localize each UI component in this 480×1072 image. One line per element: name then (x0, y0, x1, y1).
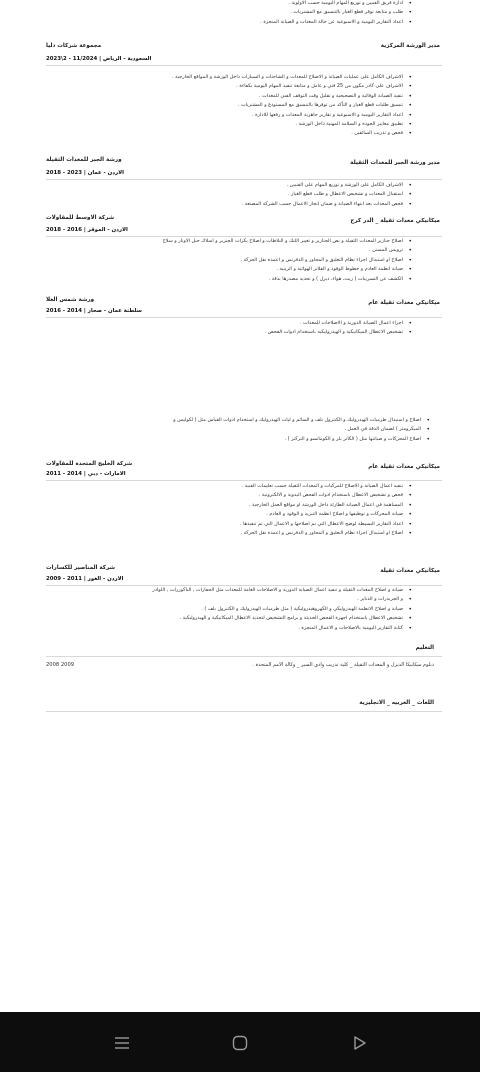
continuation-bullet-list (50, 416, 430, 444)
job-location-dates: الاردن - الغور | 2011 - 2009 (46, 576, 124, 582)
list-item: • ادارة فريق الفنيين و توزيع المهام اليومية حسب الاولوية . (72, 0, 412, 8)
divider (46, 317, 442, 318)
list-item: • فحص المعدات بعد انتهاء الصيانة و ضمان انجاز الاعمال حسب الشركة المصنعة . (72, 200, 412, 209)
company-name: شركة الاوسط للمقاولات (46, 215, 115, 221)
list-item: • اجراء اعمال الصيانة الدورية و الاصلاحات للمعدات . (72, 319, 412, 328)
education-text: دبلوم ميكانيكا الديزل و المعدات الثقيلة _ كلية تدريب وادي السير _ وكالة الامم المتحدة . (252, 662, 434, 668)
job-bullet-list (72, 237, 412, 284)
divider (46, 179, 442, 180)
job-bullet-list (72, 319, 412, 338)
job-position: مدير ورشة الجبر للمعدات الثقيلة (350, 160, 440, 166)
list-item: • تنفيذ اعمال الصيانة و الاصلاح للمركبات و المعدات الثقيلة حسب تعليمات الفنية . (72, 482, 412, 491)
divider (46, 480, 442, 481)
list-item: • تنفيذ الصيانة الوقائية و التصحيحية و تقليل وقت التوقف الفني للمعدات . (72, 92, 412, 101)
job-position: ميكانيكي معدات ثقيلة _ الدر كرج (350, 218, 440, 224)
list-item: • اصلاح او استبدال اجزاء نظام التعليق و المحاور و الدفرنس و اعمدة نقل الحركة . (72, 529, 412, 538)
list-item: • تنسيق طلبات قطع الغيار و التأكد من توفرها بالتنسيق مع المستودع و المشتريات . (72, 101, 412, 110)
back-triangle-icon[interactable] (351, 1034, 369, 1052)
job-bullet-list (72, 181, 412, 209)
job-position: ميكانيكي معدات ثقيلة عام (368, 464, 440, 470)
education-heading: التعليم (415, 645, 434, 651)
list-item: • كتابة التقارير اليومية بالاصلاحات و الاعمال المنجزة . (72, 624, 412, 633)
list-item: • اعداد التقارير اليومية و الاسبوعية عن حالة المعدات و الصيانة المنجزة . (72, 18, 412, 27)
job-location-dates: السعودية - الرياض | 11/2024 - 2\2023 (46, 56, 152, 62)
list-item: • اعداد التقارير البسيطة لوضح الاعطال التي تم اصلاحها و الاعمال التي تم تنفيذها . (72, 520, 412, 529)
list-item: • اصلاح او استبدال اجزاء نظام التعليق و المحاور و الدفرنس و اعمدة نقل الحركة . (72, 256, 412, 265)
list-item: • الاشراف على كادر مكون من 25 فني و عامل و متابعة تنفيذ المهام اليومية بكفاءة . (72, 82, 412, 91)
list-item: • فحص و تشخيص الاعطال باستخدام ادوات الفحص اليدوية و الالكترونية . (72, 491, 412, 500)
list-item: • الاشراف الكامل على عمليات الصيانة و الاصلاح للمعدات و الشاحنات و السيارات داخل الورشة و المواقع الخارجية . (72, 73, 412, 82)
list-item: • فحص و تدريب السائقين . (72, 129, 412, 138)
job-location-dates: سلطنة عمان - صحار | 2014 - 2016 (46, 308, 142, 314)
job-position: ميكانيكي معدات ثقيلة (380, 568, 440, 574)
list-item: • تشخيص الاعطال باستخدام اجهزة الفحص الحديثة و برامج التشخيص لتحديد الاعطال الميكانيكية و الهيدروليكية . (72, 614, 412, 623)
list-item: • الاشراف الكامل على الورشة و توزيع المهام على الفنيين . (72, 181, 412, 190)
list-item: • تشخيص الاعطال الميكانيكية و الهيدروليكية باستخدام ادوات الفحص . (72, 328, 412, 337)
job-location-dates: الامارات - دبي | 2014 - 2011 (46, 471, 126, 477)
divider (46, 711, 442, 712)
job-bullet-list (72, 482, 412, 538)
list-item: • ترويس المسنن . (72, 246, 412, 255)
company-name: شركة الخليج المتحدة للمقاولات (46, 461, 133, 467)
list-item: • اصلاح و استبدال طرمبات الهيدروليك و الكنترول بلف و السائم و ليات الهيدروليك و استخدام ادوات القياس مثل ( لكوليس و (50, 416, 430, 425)
list-item: • صيانة المحركات و توظيفها و اصلاح انظمة التبريد و الوقود و العادم . (72, 510, 412, 519)
job-bullet-list (72, 73, 412, 139)
list-item: • و الجريدرات و الدنابر . (72, 595, 412, 604)
list-item: • المساهمة في اعمال الصيانة الطارئة داخل الورشة او مواقع العمل الخارجية . (72, 501, 412, 510)
company-name: ورشة الجبر للمعدات الثقيلة (46, 157, 122, 163)
job-location-dates: الاردن - الموقر | 2016 - 2018 (46, 227, 128, 233)
job-bullet-list (72, 586, 412, 633)
job-position: ميكانيكي معدات ثقيلة عام (368, 300, 440, 306)
company-name: ورشة شمس الغلا (46, 297, 95, 303)
home-square-icon[interactable] (231, 1034, 249, 1052)
list-item: • صيانة و اصلاح المعدات الثقيلة و تنفيذ اعمال الصيانة الدورية و الاصلاحات العامة للمعدات مثل الحفارات , الباكوزرات , اللوادر (72, 586, 412, 595)
job-location-dates: الاردن - عمان | 2023 - 2018 (46, 170, 124, 176)
divider (46, 65, 442, 66)
divider (46, 656, 442, 657)
list-item: • طلب و متابعة توفر قطع الغيار بالتنسيق مع المشتريات . (72, 8, 412, 17)
languages-heading: اللغات _ العربيه _ الانجليزية (359, 700, 434, 706)
top-bullet-list (72, 0, 412, 27)
company-name: مجموعة شركات دليا (46, 43, 102, 49)
job-position: مدير الورشة المركزية (380, 43, 440, 49)
list-item: • صيانة انظمة العادم و خطوط الوقود و الفلاتر الهوائية و الزيتية . (72, 265, 412, 274)
list-item: • اعداد التقارير اليومية و الاسبوعية و تقارير جاهزية المعدات و رفعها للادارة . (72, 111, 412, 120)
list-item: • استقبال المعدات و تشخيص الاعطال و طلب قطع الغيار . (72, 190, 412, 199)
education-years: 2008 2009 (46, 662, 75, 668)
list-item: • الميكرومتر ) لضمان الدقة في العمل . (50, 425, 430, 434)
list-item: • تطبيق معايير الجودة و السلامة المهنية داخل الورشة . (72, 120, 412, 129)
company-name: شركة المناصير للكسارات (46, 565, 116, 571)
list-item: • اصلاح المحركات و صيانتها مثل ( الكاتر بلر و الكوماتسو و البركنز ) . (50, 435, 430, 444)
list-item: • اصلاح جنازير المعدات الثقيلة و نص الجنازير و تغيير اللنك و البلاطات و اصلاح بكرات الجنزير و اسلاك حبل الاونار و سلاح (72, 237, 412, 246)
menu-lines-icon[interactable] (113, 1034, 131, 1052)
list-item: • صيانة و اصلاح الانظمة الهيدروليكي و الكهروهيدروليكية ( مثل طرمبات الهيدروليك و الكنترول بلف ) . (72, 605, 412, 614)
list-item: • الكشف عن التسريبات ( زيت، هواء، ديزل ) و تحديد مصدرها بدقة . (72, 275, 412, 284)
navigation-bar (0, 1012, 480, 1072)
